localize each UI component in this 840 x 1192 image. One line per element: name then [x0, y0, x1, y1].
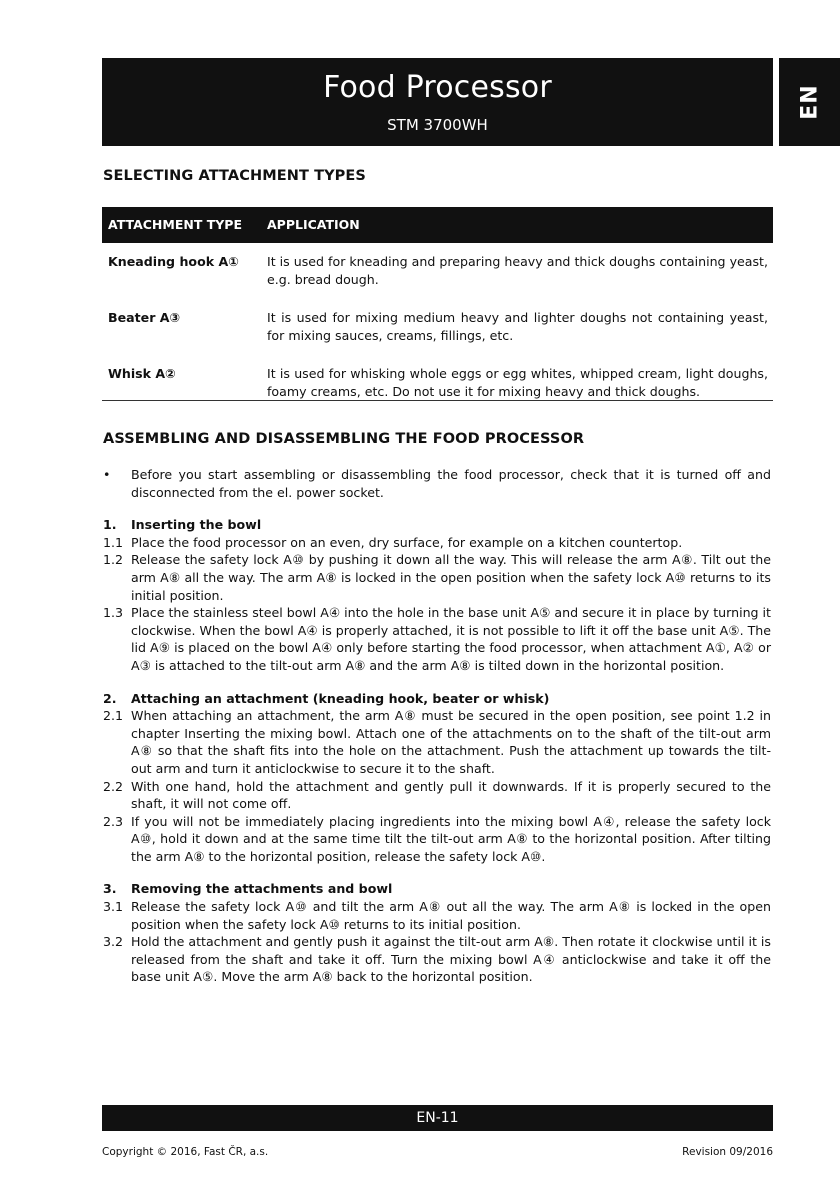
item-text: Place the food processor on an even, dry surface, for example on a kitchen countertop.	[131, 534, 683, 550]
column-header-type: ATTACHMENT TYPE	[108, 217, 242, 232]
step-number: 3.	[103, 881, 117, 897]
step-title: Removing the attachments and bowl	[131, 881, 393, 897]
item-text: If you will not be immediately placing ingredients into the mixing bowl A④, release the safety lock A⑩, hold it down and at the same time tilt the tilt-out arm A⑧ to the horizontal position. After tilting the arm A⑧ to the horizontal position, release the safety lock A⑩.	[131, 813, 771, 864]
step-item	[103, 707, 771, 777]
item-text: With one hand, hold the attachment and gently pull it downwards. If it is properly secured to the shaft, it will not come off.	[131, 778, 771, 812]
item-text: When attaching an attachment, the arm A⑧ must be secured in the open position, see point 1.2 in chapter Inserting the mixing bowl. Attach one of the attachments on to the shaft of the tilt-out arm A⑧ so that the shaft fits into the hole on the attachment. Push the attachment up towards the tilt-out arm and turn it anticlockwise to secure it to the shaft.	[131, 708, 771, 776]
step-heading	[103, 516, 771, 534]
attachment-type: Beater A③	[108, 310, 181, 325]
attachment-type: Kneading hook A①	[108, 254, 239, 269]
safety-bullet	[103, 466, 771, 501]
step-heading	[103, 880, 771, 898]
copyright-text: Copyright © 2016, Fast ČR, a.s.	[102, 1146, 269, 1158]
column-header-application: APPLICATION	[267, 217, 360, 232]
step-item	[103, 813, 771, 866]
revision-text: Revision 09/2016	[682, 1146, 773, 1158]
table-header	[102, 207, 773, 243]
step-title: Inserting the bowl	[131, 517, 262, 533]
language-tab	[779, 58, 840, 146]
table-row	[102, 309, 773, 365]
table-row	[102, 365, 773, 405]
instructions-body	[103, 466, 771, 986]
document-title: Food Processor	[323, 70, 552, 105]
attachment-application: It is used for whisking whole eggs or egg whites, whipped cream, light doughs, foamy creams, etc. Do not use it for mixing heavy and thick doughs.	[267, 366, 768, 399]
item-text: Release the safety lock A⑩ by pushing it down all the way. This will release the arm A⑧. Tilt out the arm A⑧ all the way. The arm A⑧ is locked in the open position when the safety lock A⑩ returns to its initial position.	[131, 552, 771, 603]
page-header	[102, 58, 773, 146]
item-text: Hold the attachment and gently push it against the tilt-out arm A⑧. Then rotate it clockwise until it is released from the shaft and take it off. Turn the mixing bowl A④ anticlockwise and take it off the base unit A⑤. Move the arm A⑧ back to the horizontal position.	[131, 934, 771, 985]
step-item	[103, 933, 771, 986]
attachment-application: It is used for mixing medium heavy and lighter doughs not containing yeast, for mixing sauces, creams, fillings, etc.	[267, 310, 768, 343]
section-title-assembling: ASSEMBLING AND DISASSEMBLING THE FOOD PROCESSOR	[103, 431, 585, 447]
item-number: 2.3	[103, 813, 124, 829]
attachment-application: It is used for kneading and preparing heavy and thick doughs containing yeast, e.g. bread dough.	[267, 254, 768, 287]
item-number: 1.2	[103, 552, 124, 568]
item-number: 1.1	[103, 534, 124, 550]
attachment-type: Whisk A②	[108, 366, 176, 381]
item-number: 2.2	[103, 778, 124, 794]
page-number: EN-11	[416, 1110, 459, 1126]
table-row	[102, 253, 773, 309]
step-item	[103, 604, 771, 674]
item-number: 1.3	[103, 605, 124, 621]
bullet-text: Before you start assembling or disassembling the food processor, check that it is turned off and disconnected from the el. power socket.	[131, 467, 771, 500]
bullet-icon: •	[103, 467, 111, 482]
step-item	[103, 898, 771, 933]
item-number: 3.1	[103, 899, 124, 915]
section-title-attachment-types: SELECTING ATTACHMENT TYPES	[103, 168, 366, 184]
model-number: STM 3700WH	[387, 116, 488, 134]
item-number: 2.1	[103, 708, 124, 724]
step-title: Attaching an attachment (kneading hook, beater or whisk)	[131, 690, 550, 706]
item-text: Release the safety lock A⑩ and tilt the arm A⑧ out all the way. The arm A⑧ is locked in the open position when the safety lock A⑩ returns to its initial position.	[131, 899, 771, 932]
step-item	[103, 551, 771, 604]
step-number: 1.	[103, 517, 117, 533]
page-number-bar	[102, 1105, 773, 1131]
step-item	[103, 534, 771, 552]
step-item	[103, 778, 771, 813]
language-label: EN	[797, 84, 822, 120]
step-number: 2.	[103, 690, 117, 706]
item-text: Place the stainless steel bowl A④ into the hole in the base unit A⑤ and secure it in place by turning it clockwise. When the bowl A④ is properly attached, it is not possible to lift it off the base unit A⑤. The lid A⑨ is placed on the bowl A④ only before starting the food processor, when attachment A①, A② or A③ is attached to the tilt-out arm A⑧ and the arm A⑧ is tilted down in the horizontal position.	[131, 605, 771, 673]
table-divider	[102, 400, 773, 401]
step-heading	[103, 690, 771, 708]
attachment-table	[102, 207, 773, 405]
item-number: 3.2	[103, 934, 124, 950]
